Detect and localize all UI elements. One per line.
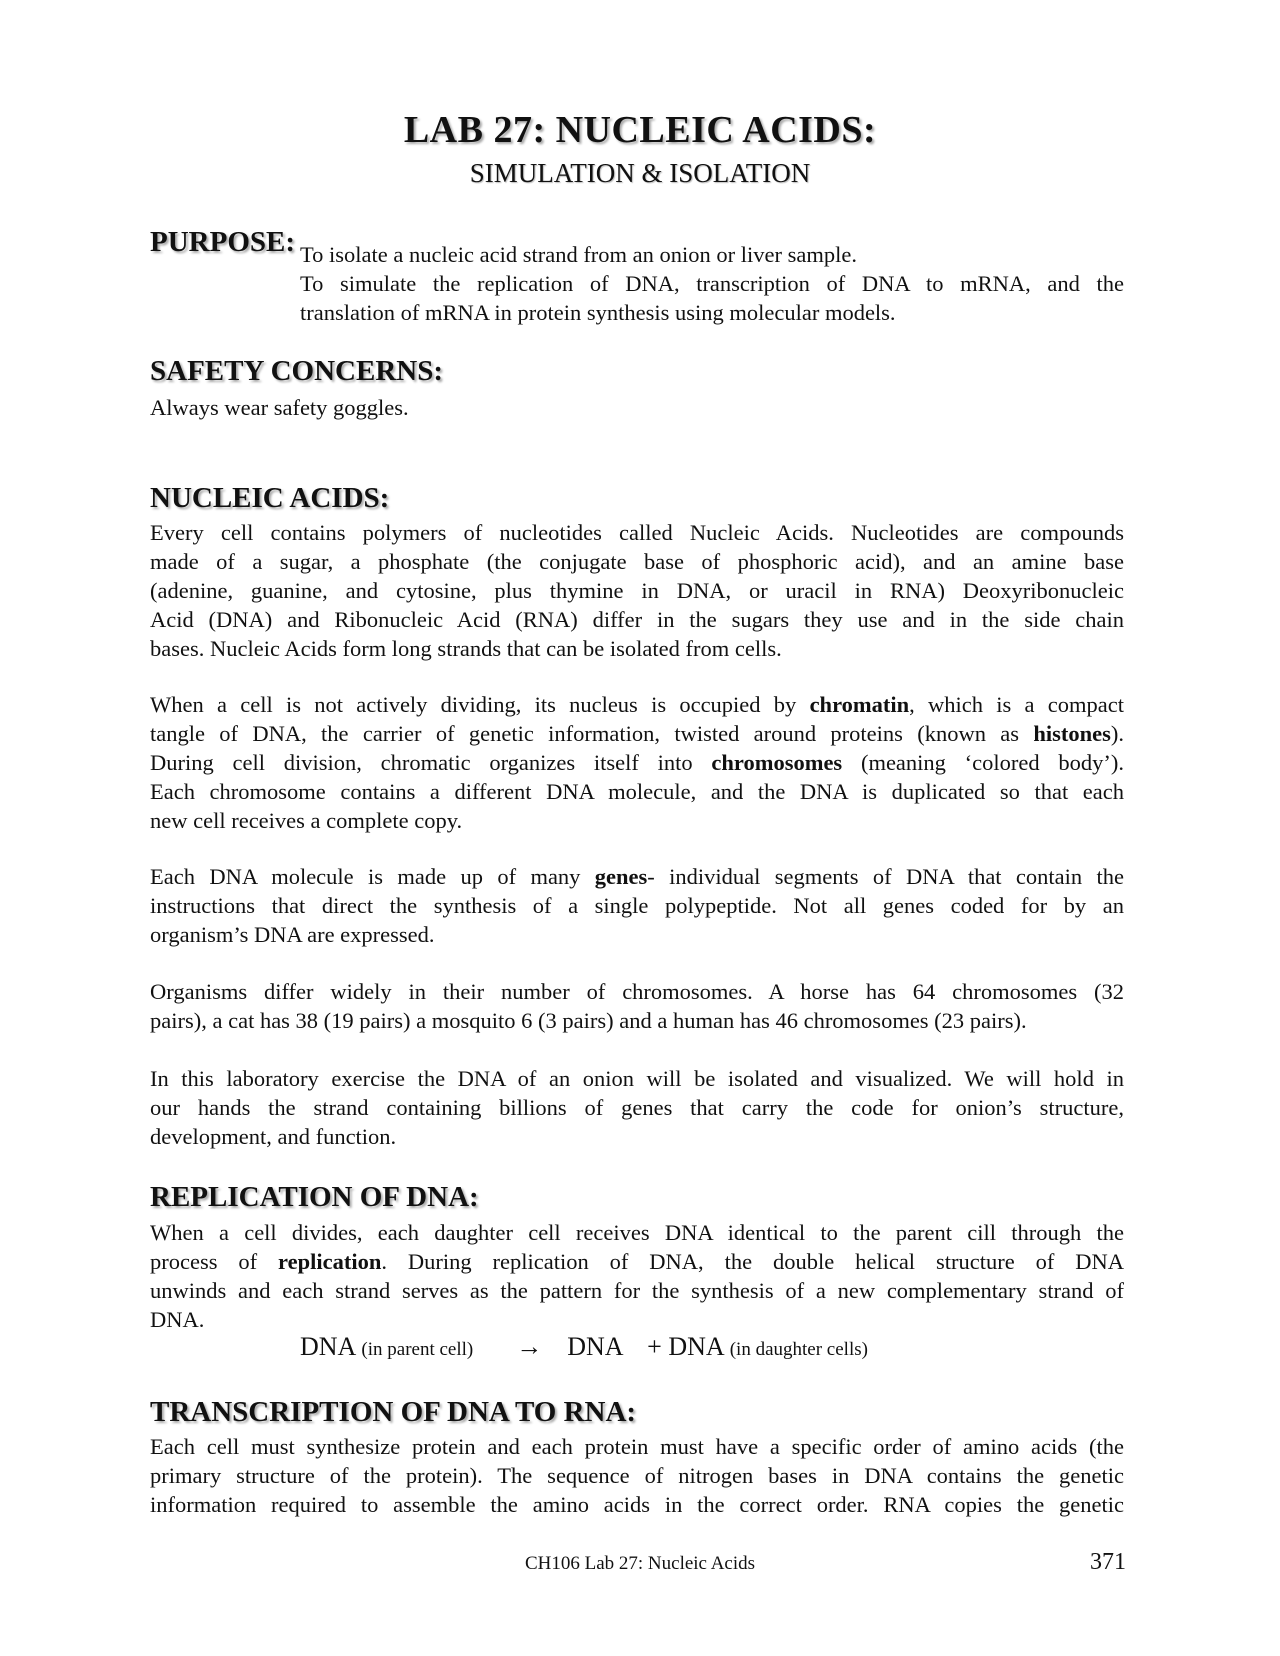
paragraph-line: pairs), a cat has 38 (19 pairs) a mosquito 6 (3 pairs) and a human has 46 chromosomes (23 pairs).: [150, 1008, 1027, 1033]
paragraph-line: our hands the strand containing billions of genes that carry the code for onion’s structure,: [150, 1095, 1124, 1120]
replication-paragraph: [150, 1218, 1124, 1334]
paragraph-line: primary structure of the protein). The sequence of nitrogen bases in DNA contains the genetic: [150, 1463, 1124, 1488]
paragraph-line: (adenine, guanine, and cytosine, plus thymine in DNA, or uracil in RNA) Deoxyribonucleic: [150, 578, 1124, 603]
replication-equation: DNA (in parent cell) → DNA + DNA (in daughter cells): [300, 1332, 868, 1361]
paragraph-line: When a cell is not actively dividing, its nucleus is occupied by chromatin, which is a compact: [150, 692, 1124, 717]
page-number: 371: [1090, 1549, 1126, 1575]
replication-heading: REPLICATION OF DNA:: [150, 1181, 479, 1213]
nucleic-paragraph-2: [150, 690, 1124, 835]
paragraph-line: Each cell must synthesize protein and each protein must have a specific order of amino acids (the: [150, 1434, 1124, 1459]
purpose-heading: PURPOSE:: [150, 226, 295, 258]
paragraph-line: Each chromosome contains a different DNA molecule, and the DNA is duplicated so that each: [150, 779, 1124, 804]
purpose-text: [300, 240, 1124, 327]
paragraph-line: Acid (DNA) and Ribonucleic Acid (RNA) differ in the sugars they use and in the side chain: [150, 607, 1124, 632]
term-replication: replication: [278, 1249, 382, 1274]
nucleic-paragraph-3: [150, 862, 1124, 949]
paragraph-line: DNA.: [150, 1307, 205, 1332]
arrow-icon: →: [516, 1332, 543, 1361]
footer-title: CH106 Lab 27: Nucleic Acids: [524, 1553, 756, 1574]
paragraph-line: instructions that direct the synthesis of a single polypeptide. Not all genes coded for by an: [150, 893, 1124, 918]
paragraph-line: unwinds and each strand serves as the pattern for the synthesis of a new complementary strand of: [150, 1278, 1124, 1303]
purpose-line-2: To simulate the replication of DNA, transcription of DNA to mRNA, and the: [300, 271, 1124, 296]
paragraph-line: development, and function.: [150, 1124, 397, 1149]
paragraph-line: When a cell divides, each daughter cell receives DNA identical to the parent cill through the: [150, 1220, 1124, 1245]
transcription-heading: TRANSCRIPTION OF DNA TO RNA:: [150, 1396, 637, 1428]
paragraph-line: information required to assemble the amino acids in the correct order. RNA copies the genetic: [150, 1492, 1124, 1517]
nucleic-heading: NUCLEIC ACIDS:: [150, 482, 390, 514]
purpose-line-1: To isolate a nucleic acid strand from an onion or liver sample.: [300, 242, 857, 267]
paragraph-line: Every cell contains polymers of nucleotides called Nucleic Acids. Nucleotides are compounds: [150, 520, 1124, 545]
purpose-line-3: translation of mRNA in protein synthesis using molecular models.: [300, 300, 896, 325]
paragraph-line: Organisms differ widely in their number of chromosomes. A horse has 64 chromosomes (32: [150, 979, 1124, 1004]
title-topic: NUCLEIC ACIDS:: [555, 109, 877, 151]
nucleic-paragraph-1: [150, 518, 1124, 663]
paragraph-line: organism’s DNA are expressed.: [150, 922, 435, 947]
term-genes: genes: [594, 864, 648, 889]
paragraph-line: During cell division, chromatic organizes itself into chromosomes (meaning ‘colored body’).: [150, 750, 1124, 775]
term-chromosomes: chromosomes: [711, 750, 843, 775]
paragraph-line: tangle of DNA, the carrier of genetic information, twisted around proteins (known as histones).: [150, 721, 1124, 746]
title-lab: LAB 27:: [403, 109, 546, 151]
safety-heading: SAFETY CONCERNS:: [150, 355, 443, 387]
paragraph-line: made of a sugar, a phosphate (the conjugate base of phosphoric acid), and an amine base: [150, 549, 1124, 574]
transcription-paragraph: [150, 1432, 1124, 1519]
page-title: [0, 108, 1280, 152]
page-subtitle: SIMULATION & ISOLATION: [469, 158, 811, 188]
paragraph-line: new cell receives a complete copy.: [150, 808, 463, 833]
term-histones: histones: [1033, 721, 1111, 746]
safety-text: Always wear safety goggles.: [150, 395, 409, 420]
paragraph-line: bases. Nucleic Acids form long strands that can be isolated from cells.: [150, 636, 782, 661]
nucleic-paragraph-5: [150, 1064, 1124, 1151]
paragraph-line: In this laboratory exercise the DNA of an onion will be isolated and visualized. We will hold in: [150, 1066, 1124, 1091]
paragraph-line: Each DNA molecule is made up of many genes- individual segments of DNA that contain the: [150, 864, 1124, 889]
nucleic-paragraph-4: [150, 977, 1124, 1035]
paragraph-line: process of replication. During replication of DNA, the double helical structure of DNA: [150, 1249, 1124, 1274]
term-chromatin: chromatin: [809, 692, 910, 717]
